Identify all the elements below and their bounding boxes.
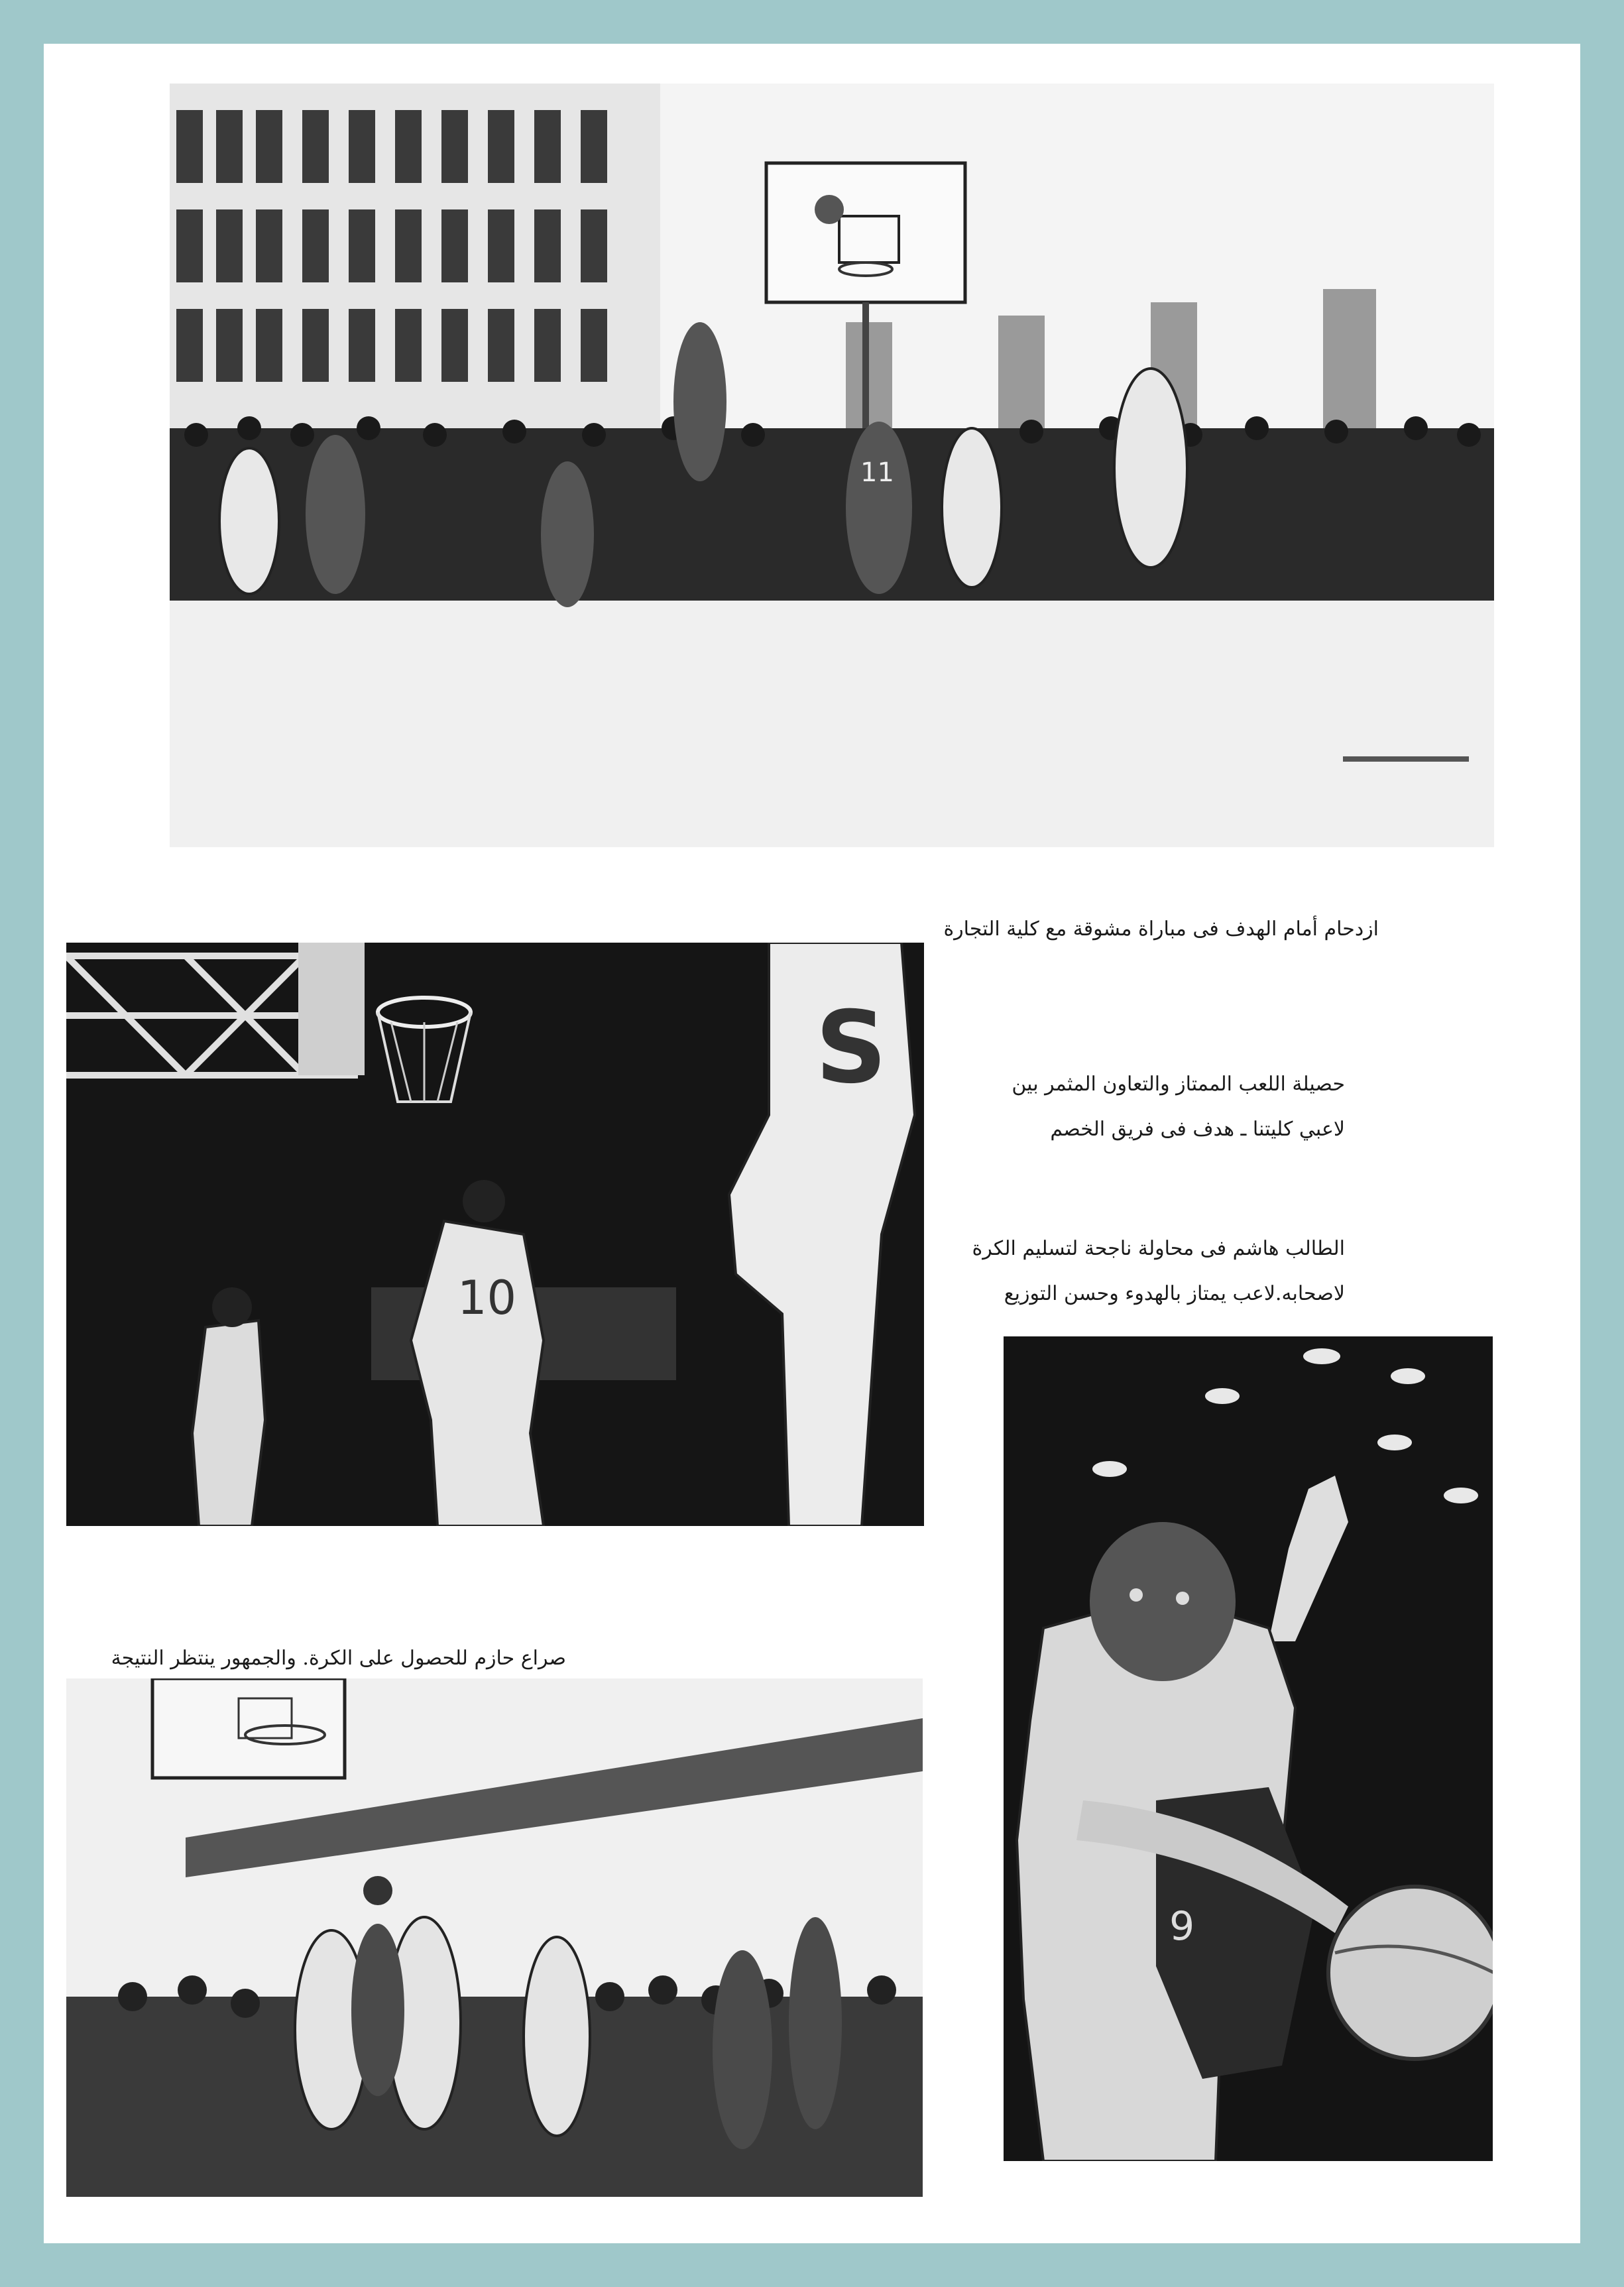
- photo-rebound-struggle: [66, 1678, 923, 2197]
- jersey-number-11: 11: [860, 457, 894, 488]
- caption-photo-player-hashem-line2: لاصحابه.لاعب يمتاز بالهدوء وحسن التوزيع: [1004, 1282, 1345, 1305]
- jersey-number-9: 9: [1169, 1903, 1195, 1950]
- photo-player-hashem: [1004, 1336, 1493, 2161]
- caption-photo-indoor-basket-goal-line1: حصيلة اللعب الممتاز والتعاون المثمر بين: [1012, 1073, 1345, 1096]
- photo-indoor-basket-goal: [66, 943, 924, 1526]
- jersey-number-10: 10: [457, 1271, 517, 1325]
- caption-photo-player-hashem-line1: الطالب هاشم فى محاولة ناجحة لتسليم الكرة: [972, 1237, 1345, 1260]
- photo-outdoor-game: [170, 84, 1494, 847]
- caption-photo-indoor-basket-goal-line2: لاعبي كليتنا ـ هدف فى فريق الخصم: [1050, 1118, 1345, 1141]
- jersey-letter-s: S: [815, 990, 888, 1106]
- caption-photo-outdoor-game: ازدحام أمام الهدف فى مباراة مشوقة مع كلية التجارة: [943, 917, 1379, 941]
- caption-photo-rebound-struggle: صراع حازم للحصول على الكرة. والجمهور ينتظر النتيجة: [111, 1647, 566, 1670]
- yearbook-page: [44, 44, 1580, 2243]
